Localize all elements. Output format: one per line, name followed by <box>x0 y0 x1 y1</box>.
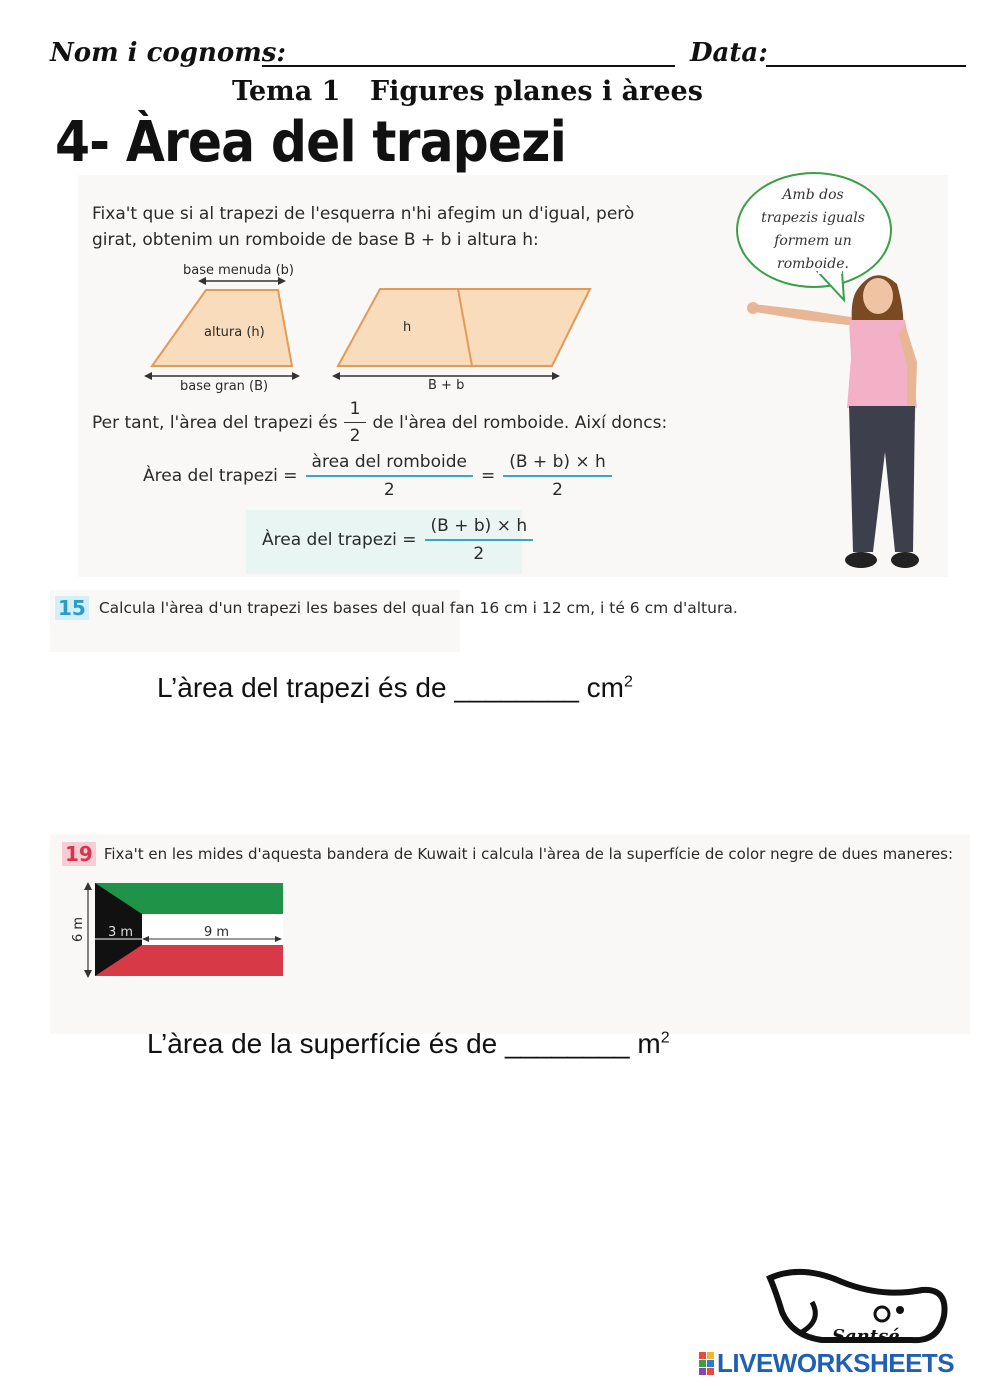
formula-2-numerator: (B + b) × h <box>430 516 528 536</box>
answer-15-unit: cm <box>586 672 624 703</box>
exercise-15-number: 15 <box>55 596 89 620</box>
small-base-label: base menuda (b) <box>183 263 295 278</box>
formula-1-equals: = <box>480 466 496 486</box>
answer-19-unit: m <box>637 1028 661 1059</box>
name-input-line[interactable] <box>262 65 675 67</box>
intro-line-1: Fixa't que si al trapezi de l'esquerra n'hi afegim un d'igual, però <box>92 204 635 224</box>
formula-2-frac <box>425 516 534 564</box>
name-label: Nom i cognoms: <box>50 38 286 68</box>
frac-1-numerator: àrea del romboide <box>311 452 467 472</box>
formula-1 <box>143 452 612 500</box>
rhomboid-base-label: B + b <box>428 378 465 393</box>
exercise-19-number: 19 <box>62 842 96 866</box>
formula-2-bar <box>425 539 534 541</box>
formula-1-lhs: Àrea del trapezi = <box>143 466 298 486</box>
formula-1-frac-2 <box>503 452 612 500</box>
half-denominator: 2 <box>349 426 361 446</box>
frac-2-bar <box>503 475 612 477</box>
bubble-line-3: formem un <box>774 233 852 249</box>
liveworksheets-brand[interactable] <box>699 1348 954 1379</box>
conclusion-line <box>92 399 667 446</box>
exercise-19-text: Fixa't en les mides d'aquesta bandera de Kuwait i calcula l'àrea de la superfície de color negre de dues maneres: <box>103 845 954 863</box>
conclusion-pre: Per tant, l'àrea del trapezi és <box>92 412 338 433</box>
frac-2-numerator: (B + b) × h <box>509 452 606 472</box>
flag-right-label: 9 m <box>204 925 230 940</box>
kuwait-flag-diagram <box>68 878 288 982</box>
exercise-15-text: Calcula l'àrea d'un trapezi les bases del qual fan 16 cm i 12 cm, i té 6 cm d'altura. <box>98 599 738 617</box>
frac-1-denominator: 2 <box>383 480 395 500</box>
conclusion-post: de l'àrea del romboide. Així doncs: <box>372 412 668 433</box>
frac-1-bar <box>306 475 473 477</box>
date-label: Data: <box>690 38 768 68</box>
flag-left-label: 3 m <box>108 925 134 940</box>
brand-text: LIVEWORKSHEETS <box>717 1348 955 1378</box>
half-bar <box>344 422 367 423</box>
rhomboid-height-label: h <box>403 320 412 335</box>
answer-15-exponent: 2 <box>624 673 633 691</box>
exercise-15-statement <box>55 596 738 620</box>
bubble-line-4: romboide. <box>777 256 849 272</box>
girl-illustration <box>745 262 935 580</box>
half-numerator: 1 <box>349 399 361 419</box>
logo-signature: Santsé <box>832 1326 900 1347</box>
section-title: 4- Àrea del trapezi <box>55 110 566 175</box>
answer-19-blank[interactable]: ________ <box>505 1028 630 1059</box>
exercise-15-answer <box>157 672 633 704</box>
formula-2-lhs: Àrea del trapezi = <box>262 530 417 550</box>
frac-2-denominator: 2 <box>552 480 563 500</box>
date-input-line[interactable] <box>766 65 966 67</box>
bubble-line-1: Amb dos <box>782 187 844 203</box>
topic-title: Figures planes i àrees <box>370 76 703 107</box>
exercise-19-statement <box>62 842 953 866</box>
formula-2-denominator: 2 <box>473 544 485 564</box>
answer-19-prefix: L’àrea de la superfície és de <box>147 1028 498 1059</box>
answer-19-exponent: 2 <box>660 1029 670 1047</box>
formula-1-frac-1 <box>306 452 473 500</box>
intro-line-2: girat, obtenim un romboide de base B + b i altura h: <box>92 230 539 250</box>
large-base-label: base gran (B) <box>180 379 269 394</box>
formula-2 <box>262 516 533 564</box>
answer-15-blank[interactable]: ________ <box>454 672 579 703</box>
flag-height-label: 6 m <box>71 916 87 943</box>
topic-label: Tema 1 <box>232 76 341 107</box>
bubble-line-2: trapezis iguals <box>761 210 865 226</box>
exercise-19-answer <box>147 1028 670 1060</box>
one-half-fraction <box>344 399 367 446</box>
santse-logo <box>762 1262 962 1352</box>
brand-icon <box>699 1352 714 1375</box>
height-label: altura (h) <box>204 325 265 340</box>
answer-15-prefix: L’àrea del trapezi és de <box>157 672 447 703</box>
